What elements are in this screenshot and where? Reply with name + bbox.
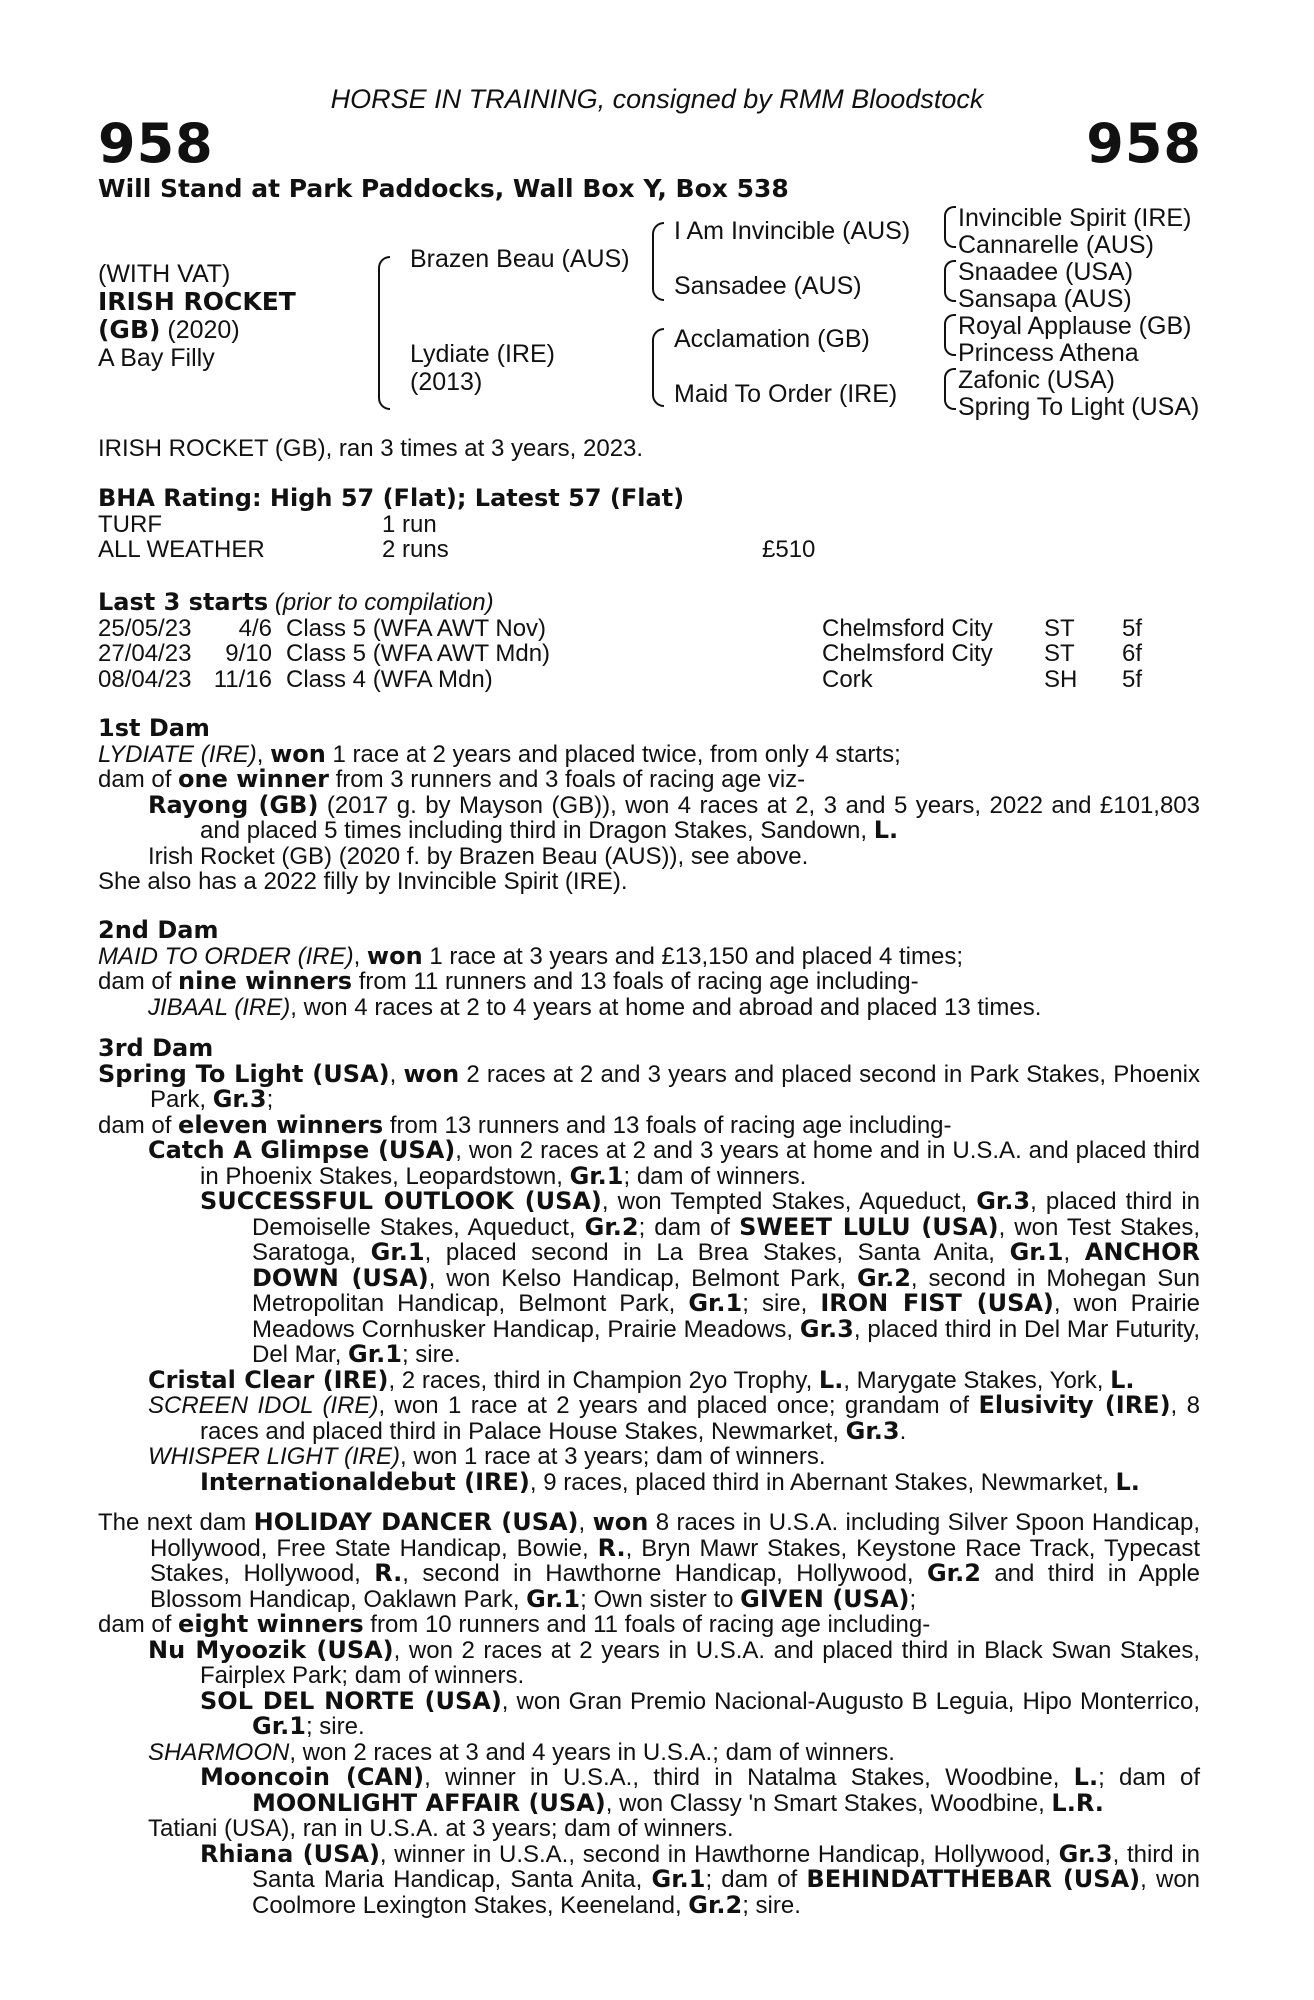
pedigree-sds: Snaadee (USA) — [958, 258, 1134, 286]
pedigree-dam-dam: Maid To Order (IRE) — [674, 380, 898, 408]
pedigree-dam: Lydiate (IRE) — [410, 340, 555, 368]
table-row: TURF 1 run — [98, 510, 437, 538]
pedigree-sire: Brazen Beau (AUS) — [410, 245, 630, 273]
pedigree-brace-sd — [944, 260, 956, 302]
pedigree-brace-sire — [652, 222, 664, 301]
horse-description: A Bay Filly — [98, 344, 215, 372]
pedigree-brace-dam — [652, 328, 664, 407]
pedigree-ddd: Spring To Light (USA) — [958, 393, 1200, 421]
pedigree-dss: Royal Applause (GB) — [958, 312, 1192, 340]
rating-section — [98, 486, 1200, 563]
pedigree-dds: Zafonic (USA) — [958, 366, 1115, 394]
second-dam-section: 2nd Dam MAID TO ORDER (IRE), won 1 race at 3 years and £13,150 and placed 4 times; dam of nine winners from 11 runners and 13 foals of racing age including- JIBAAL (IRE), won 4 races at 2 to 4 years at home and abroad and placed 13 times. — [98, 918, 1200, 1020]
first-dam-heading: 1st Dam — [98, 714, 210, 742]
third-dam-section: 3rd Dam Spring To Light (USA), won 2 races at 2 and 3 years and placed second in Park Stakes, Phoenix Park, Gr.3; dam of eleven winners from 13 runners and 13 foals of racing age including- Catch A Glimpse (USA), won 2 races at 2 and 3 years at home and in U.S.A. and placed third in Phoenix Stakes, Leopardstown, Gr.1; dam of winners. SUCCESSFUL OUTLOOK (USA), won Tempted Stakes, Aqueduct, Gr.3, placed third in Demoiselle Stakes, Aqueduct, Gr.2; dam of SWEET LULU (USA), won Test Stakes, Saratoga, Gr.1, placed second in La Brea Stakes, Santa Anita, Gr.1, ANCHOR DOWN (USA), won Kelso Handicap, Belmont Park, Gr.2, second in Mohegan Sun Metropolitan Handicap, Belmont Park, Gr.1; sire, IRON FIST (USA), won Prairie Meadows Cornhusker Handicap, Prairie Meadows, Gr.3, placed third in Del Mar Futurity, Del Mar, Gr.1; sire. Cristal Clear (IRE), 2 races, third in Champion 2yo Trophy, L., Marygate Stakes, York, L. SCREEN IDOL (IRE), won 1 race at 2 years and placed once; grandam of Elusivity (IRE), 8 races and placed third in Palace House Stakes, Newmarket, Gr.3. WHISPER LIGHT (IRE), won 1 race at 3 years; dam of winners. Internationaldebut (IRE), 9 races, placed third in Abernant Stakes, Newmarket, L. — [98, 1034, 1201, 1496]
pedigree-dam-sire: Acclamation (GB) — [674, 325, 870, 353]
last-starts-title: Last 3 starts — [98, 588, 269, 616]
pedigree-ssd: Cannarelle (AUS) — [958, 231, 1154, 259]
table-row: 27/04/23 9/10 Class 5 (WFA AWT Mdn) Chelmsford City ST 6f — [98, 640, 1143, 667]
lot-number-right: 958 — [1086, 112, 1202, 175]
next-dam-section: The next dam HOLIDAY DANCER (USA), won 8 races in U.S.A. including Silver Spoon Handicap, Hollywood, Free State Handicap, Bowie, R., Bryn Mawr Stakes, Keystone Race Track, Typecast Stakes, Hollywood, R., second in Hawthorne Handicap, Hollywood, Gr.2 and third in Apple Blossom Handicap, Oaklawn Park, Gr.1; Own sister to GIVEN (USA); dam of eight winners from 10 runners and 11 foals of racing age including- Nu Myoozik (USA), won 2 races at 2 years in U.S.A. and placed third in Black Swan Stakes, Fairplex Park; dam of winners. SOL DEL NORTE (USA), won Gran Premio Nacional-Augusto B Leguia, Hipo Monterrico, Gr.1; sire. SHARMOON, won 2 races at 3 and 4 years in U.S.A.; dam of winners. Mooncoin (CAN), winner in U.S.A., third in Natalma Stakes, Woodbine, L.; dam of MOONLIGHT AFFAIR (USA), won Classy 'n Smart Stakes, Woodbine, L.R. Tatiani (USA), ran in U.S.A. at 3 years; dam of winners. Rhiana (USA), winner in U.S.A., second in Hawthorne Handicap, Hollywood, Gr.3, third in Santa Maria Handicap, Santa Anita, Gr.1; dam of BEHINDATTHEBAR (USA), won Coolmore Lexington Stakes, Keeneland, Gr.2; sire. — [98, 1508, 1201, 1919]
stand-location: Will Stand at Park Paddocks, Wall Box Y, Box 538 — [98, 174, 789, 203]
pedigree-sire-sire: I Am Invincible (AUS) — [674, 217, 911, 245]
last-starts-section — [98, 590, 1200, 692]
horse-origin: (GB) — [98, 315, 161, 344]
pedigree-dsd: Princess Athena — [958, 339, 1139, 367]
pedigree-sdd: Sansapa (AUS) — [958, 285, 1132, 313]
pedigree-brace-ss — [944, 206, 956, 248]
last-starts-note: (prior to compilation) — [274, 589, 494, 616]
pedigree-brace-ds — [944, 314, 956, 356]
lot-number-left: 958 — [98, 112, 214, 175]
pedigree-brace-main — [378, 256, 390, 410]
third-dam-heading: 3rd Dam — [98, 1034, 214, 1062]
horse-year: (2020) — [160, 316, 240, 344]
pedigree-sss: Invincible Spirit (IRE) — [958, 204, 1192, 232]
first-dam-section: 1st Dam LYDIATE (IRE), won 1 race at 2 years and placed twice, from only 4 starts; dam of one winner from 3 runners and 3 foals of racing age viz- Rayong (GB) (2017 g. by Mayson (GB)), won 4 races at 2, 3 and 5 years, 2022 and £101,803 and placed 5 times including third in Dragon Stakes, Sandown, L. Irish Rocket (GB) (2020 f. by Brazen Beau (AUS)), see above. She also has a 2022 filly by Invincible Spirit (IRE). — [98, 714, 1201, 895]
table-row: 25/05/23 4/6 Class 5 (WFA AWT Nov) Chelmsford City ST 5f — [98, 614, 1143, 642]
table-row: 08/04/23 11/16 Class 4 (WFA Mdn) Cork SH 5f — [98, 665, 1143, 693]
table-row: ALL WEATHER 2 runs £510 — [98, 536, 816, 563]
second-dam-heading: 2nd Dam — [98, 916, 219, 944]
rating-table — [98, 512, 815, 563]
rating-title: BHA Rating: High 57 (Flat); Latest 57 (Flat) — [98, 484, 685, 512]
horse-name: IRISH ROCKET — [98, 287, 296, 316]
last-starts-table — [98, 616, 1142, 693]
pedigree-dam-year: (2013) — [410, 368, 483, 396]
horse-identity — [98, 260, 296, 372]
vat-label: (WITH VAT) — [98, 260, 231, 288]
pedigree-brace-dd — [944, 368, 956, 410]
catalogue-header: HORSE IN TRAINING, consigned by RMM Bloodstock — [330, 84, 984, 114]
pedigree-sire-dam: Sansadee (AUS) — [674, 272, 862, 300]
race-summary: IRISH ROCKET (GB), ran 3 times at 3 years, 2023. — [98, 435, 644, 462]
